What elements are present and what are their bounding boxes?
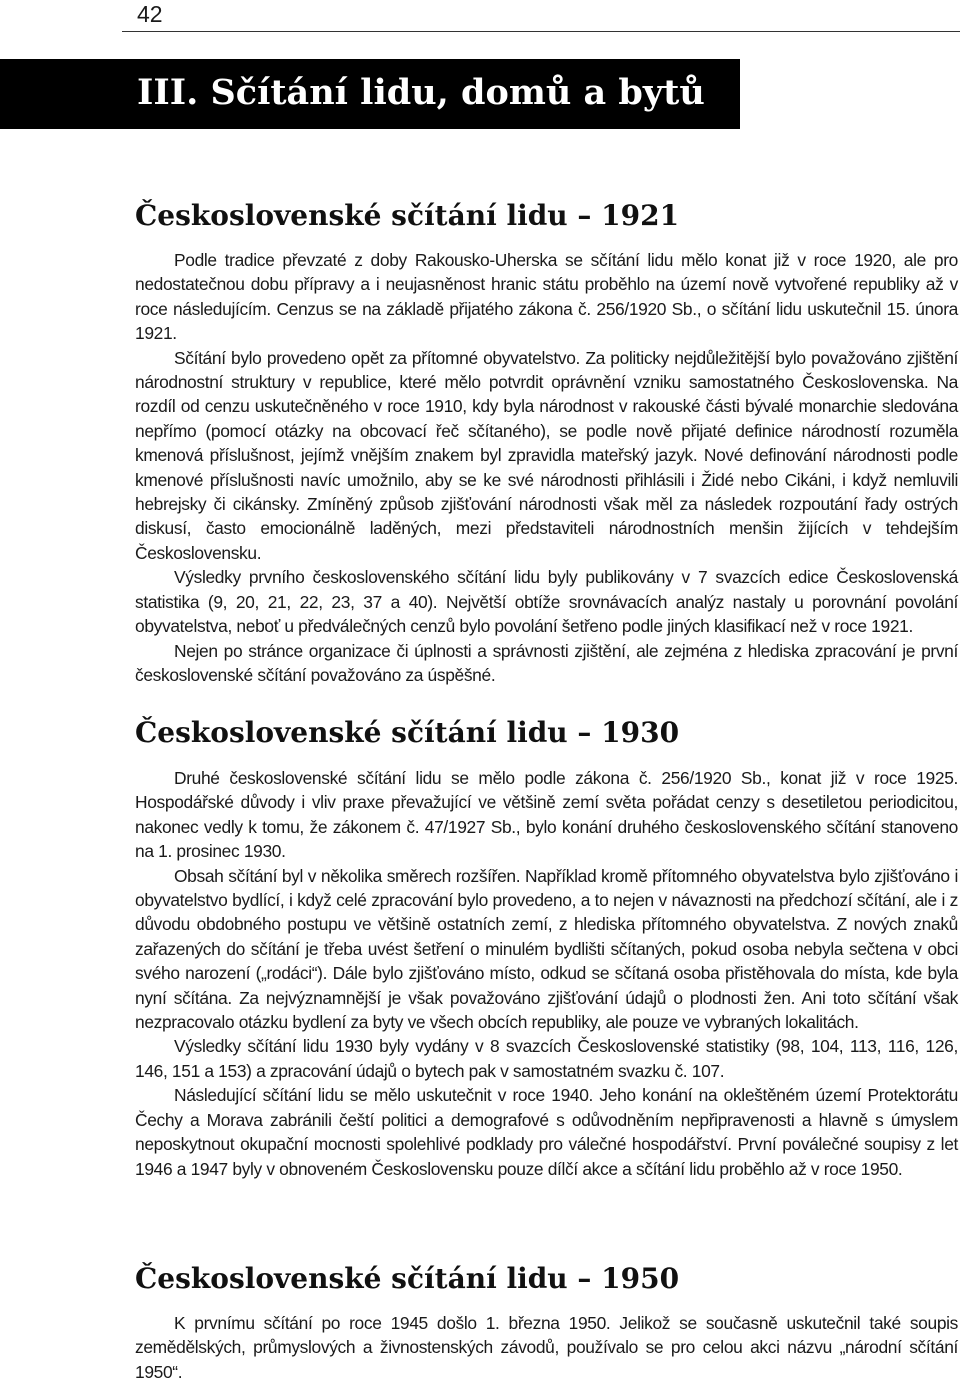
paragraph: Výsledky prvního československého sčítání lidu byly publikovány v 7 svazcích edice Československá statistika (9, 20, 21, 22, 23, 37 a 40). Největší obtíže srovnávacích analýz nastaly u porovnání povolání obyvatelstva, neboť u předválečných cenzů bylo povolání šetřeno podle jiných klasifikací než v roce 1921. [135, 567, 958, 637]
paragraph: Druhé československé sčítání lidu se mělo podle zákona č. 256/1920 Sb., konat již v roce 1925. Hospodářské důvody i vliv praxe převažující ve většině zemí světa pořádat cenzy s desetiletou periodicitou, nakonec vedly k tomu, že zákonem č. 47/1927 Sb., bylo konání druhého československého sčítání stanoveno na 1. prosinec 1930. [135, 768, 958, 862]
paragraph: Výsledky sčítání lidu 1930 byly vydány v 8 svazcích Československé statistiky (98, 104, 113, 116, 126, 146, 151 a 153) a zpracování údajů o bytech pak v samostatném svazku č. 107. [135, 1036, 958, 1081]
paragraph: K prvnímu sčítání po roce 1945 došlo 1. března 1950. Jelikož se současně uskutečnil také soupis zemědělských, průmyslových a živnostenských závodů, používalo se pro celou akci názvu „národní sčítání 1950“. [135, 1313, 958, 1382]
paragraph: Podle tradice převzaté z doby Rakousko-Uherska se sčítání lidu mělo konat již v roce 1920, ale pro nedostatečnou dobu přípravy a i neujasněnost hranic státu proběhlo na území nově vytvořené republiky až v roce následujícím. Cenzus se na základě přijatého zákona č. 256/1920 Sb., o sčítání lidu uskutečnil 15. února 1921. [135, 250, 958, 344]
section-heading: Československé sčítání lidu – 1921 [135, 199, 680, 232]
chapter-banner [0, 59, 740, 129]
paragraph: Nejen po stránce organizace či úplnosti a správnosti zjištění, ale zejména z hlediska zpracování je první československé sčítání považováno za úspěšné. [135, 640, 958, 685]
paragraph: Sčítání bylo provedeno opět za přítomné obyvatelstvo. Za politicky nejdůležitější bylo považováno zjištění národnostní struktury v republice, které mělo potvrdit oprávnění vzniku samostatného Československa. Na rozdíl od cenzu uskutečněného v roce 1910, kdy byla národnost v rakouské části bývalé monarchie sledována nepřímo (pomocí otázky na obcovací řeč sčítaného), se podle nově přijaté definice národností rozuměla kmenová příslušnost, jejímž vnějším znakem byl zpravidla mateřský jazyk. Nové definování národnosti podle kmenové příslušnosti navíc umožnilo, aby se ke své národnosti přihlásili i Židé nebo Cikáni, i když nemluvili hebrejsky či cikánsky. Zmíněný způsob zjišťování národnosti však měl za následek rozpoutání řady ostrých diskusí, často emocionálně laděných, mezi představiteli národnostních menšin žijících v tehdejším Československu. [135, 347, 958, 563]
section-1950 [135, 1259, 958, 1384]
section-heading: Československé sčítání lidu – 1950 [135, 1262, 680, 1295]
paragraph: Následující sčítání lidu se mělo uskutečnit v roce 1940. Jeho konání na okleštěném území Protektorátu Čechy a Morava zabránili čeští politici a demografové s odůvodněním nepřipravenosti a hlavně s úmyslem neposkytnout okupační mocnosti spolehlivé podklady pro válečné hospodářství. První poválečné soupisy z let 1946 a 1947 byly v obnoveném Československu pouze dílčí akce a sčítání lidu proběhlo až v roce 1950. [135, 1085, 958, 1179]
chapter-title: III. Sčítání lidu, domů a bytů [137, 72, 705, 113]
section-1921 [135, 196, 958, 687]
header-rule [122, 31, 960, 32]
paragraph: Obsah sčítání byl v několika směrech rozšířen. Například kromě přítomného obyvatelstva bylo zjišťováno i obyvatelstvo bydlící, i když celé zpracování bylo provedeno, a to nejen v návaznosti na předchozí sčítání, ale i z důvodu obdobného postupu ve většině ostatních zemí, z hlediska přítomného obyvatelstva. Z nových znaků zařazených do sčítání je třeba uvést šetření o minulém bydlišti sčítaných, pokud osoba nebyla sečtena v obci svého narození („rodáci“). Dále bylo zjišťováno místo, odkud se sčítaná osoba přistěhovala do místa, kde byla nyní sčítána. Za nejvýznamnější je však považováno zjišťování údajů o plodnosti žen. Ani toto sčítání však nezpracovalo otázku bydlení za byty ve všech obcích republiky, ale pouze ve vybraných lokalitách. [135, 865, 958, 1033]
section-heading: Československé sčítání lidu – 1930 [135, 716, 680, 749]
page-number: 42 [137, 1, 163, 27]
section-1930 [135, 713, 958, 1181]
